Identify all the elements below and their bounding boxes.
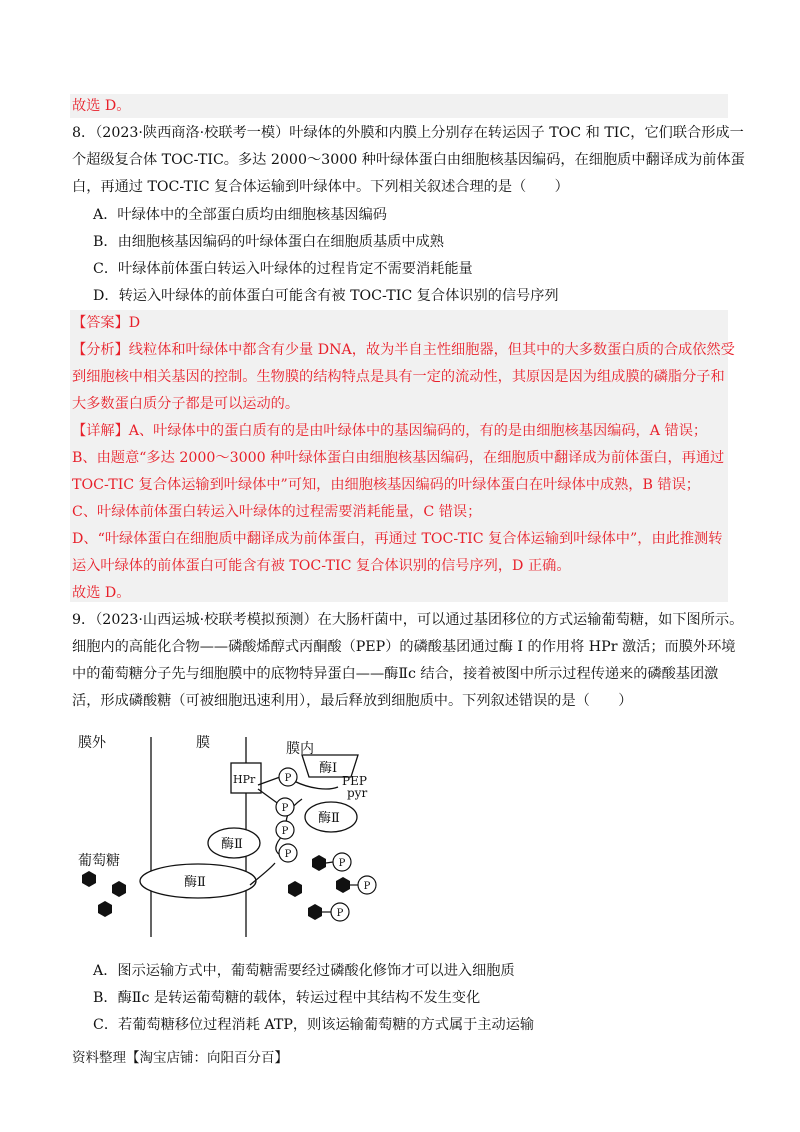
q9-stem-line4: 活，形成磷酸糖（可被细胞迅速利用），最后释放到细胞质中。下列叙述错误的是（ ） [72, 693, 633, 709]
enzyme2a-label: 酶Ⅱ [318, 811, 340, 826]
glucose-hexagon [98, 901, 112, 917]
q8-option-b: B．由细胞核基因编码的叶绿体蛋白在细胞质基质中成熟 [93, 234, 444, 250]
hpr-label: HPr [233, 773, 256, 786]
q8-detail-line3: TOC-TIC 复合体运输到叶绿体中”可知，由细胞核基因编码的叶绿体蛋白在叶绿体中成熟，B 错误； [72, 477, 700, 493]
q8-stem-line1: 8．（2023·陕西商洛·校联考一模）叶绿体的外膜和内膜上分别存在转运因子 TOC 和 TIC，它们联合形成一 [72, 125, 744, 141]
q9-option-b: B．酶Ⅱc 是转运葡萄糖的载体，转运过程中其结构不发生变化 [93, 990, 481, 1006]
page-footer: 资料整理【淘宝店铺：向阳百分百】 [72, 1050, 288, 1066]
q8-conclusion: 故选 D。 [72, 585, 131, 601]
phosphate-label: P [284, 849, 292, 860]
q9-stem-line1: 9．（2023·山西运城·校联考模拟预测）在大肠杆菌中，可以通过基团移位的方式运输葡萄糖，如下图所示。 [72, 612, 744, 628]
q8-stem-line3: 白，再通过 TOC-TIC 复合体运输到叶绿体中。下列相关叙述合理的是（ ） [72, 179, 569, 195]
q8-option-d: D．转运入叶绿体的前体蛋白可能含有被 TOC-TIC 复合体识别的信号序列 [93, 288, 559, 304]
q8-detail-line4: C、叶绿体前体蛋白转运入叶绿体的过程需要消耗能量，C 错误； [72, 504, 482, 520]
label-membrane: 膜 [196, 735, 210, 751]
q8-analysis-line2: 到细胞核中相关基因的控制。生物膜的结构特点是具有一定的流动性，其原因是因为组成膜的磷脂分子和 [72, 369, 725, 385]
q8-detail-line6: 运入叶绿体的前体蛋白可能含有被 TOC-TIC 复合体识别的信号序列，D 正确。 [72, 558, 571, 574]
q8-stem-line2: 个超级复合体 TOC-TIC。多达 2000～3000 种叶绿体蛋白由细胞核基因编码，在细胞质中翻译成为前体蛋 [72, 152, 745, 168]
glucose-hexagon [312, 855, 326, 871]
q8-detail-line2: B、由题意“多达 2000～3000 种叶绿体蛋白由细胞核基因编码，在细胞质中翻译成为前体蛋白，再通过 [72, 450, 725, 466]
q8-analysis-line1: 【分析】线粒体和叶绿体中都含有少量 DNA，故为半自主性细胞器，但其中的大多数蛋白质的合成依然受 [72, 342, 735, 358]
arrow-pep-to-pyr [294, 781, 338, 789]
q7-conclusion: 故选 D。 [72, 98, 131, 114]
arrow-to-glucose [250, 863, 275, 885]
phosphate-label: P [281, 826, 289, 837]
q8-option-a: A．叶绿体中的全部蛋白质均由细胞核基因编码 [93, 207, 387, 223]
q9-stem-line2: 细胞内的高能化合物——磷酸烯醇式丙酮酸（PEP）的磷酸基团通过酶 I 的作用将 HPr 激活；而膜外环境 [72, 639, 736, 655]
label-inside: 膜内 [286, 741, 314, 757]
q8-detail-line5: D、“叶绿体蛋白在细胞质中翻译成为前体蛋白，再通过 TOC-TIC 复合体运输到叶绿体中”，由此推测转 [72, 531, 723, 547]
q9-stem-line3: 中的葡萄糖分子先与细胞膜中的底物特异蛋白——酶Ⅱc 结合，接着被图中所示过程传递来的磷酸基团激 [72, 666, 719, 682]
label-glucose: 葡萄糖 [78, 853, 120, 869]
enzyme1-label: 酶Ⅰ [319, 761, 338, 776]
phosphate-label: P [281, 803, 289, 814]
enzyme2c-label: 酶Ⅱ [184, 875, 206, 890]
q9-option-c: C．若葡萄糖移位过程消耗 ATP，则该运输葡萄糖的方式属于主动运输 [93, 1017, 535, 1033]
glucose-hexagon [288, 881, 302, 897]
pep-label: PEP [342, 774, 367, 788]
phosphate-label: P [338, 858, 346, 869]
q8-option-c: C．叶绿体前体蛋白转运入叶绿体的过程肯定不需要消耗能量 [93, 261, 473, 277]
glucose-hexagon [112, 881, 126, 897]
glucose-hexagon [336, 877, 350, 893]
phosphate-label: P [284, 773, 292, 784]
enzyme2b-label: 酶Ⅱ [221, 837, 243, 852]
glucose-hexagon [308, 904, 322, 920]
q8-detail-line1: 【详解】A、叶绿体中的蛋白质有的是由叶绿体中的基因编码的，有的是由细胞核基因编码，A 错误； [72, 423, 708, 439]
glucose-transport-diagram [70, 725, 390, 940]
label-outside: 膜外 [78, 735, 106, 751]
pyr-label: pyr [347, 786, 368, 800]
answer-shade-q7 [70, 94, 728, 118]
phosphate-label: P [336, 908, 344, 919]
q9-option-a: A．图示运输方式中，葡萄糖需要经过磷酸化修饰才可以进入细胞质 [93, 963, 515, 979]
q8-answer: 【答案】D [72, 315, 141, 331]
phosphate-label: P [363, 881, 371, 892]
glucose-hexagon [82, 871, 96, 887]
q8-analysis-line3: 大多数蛋白质分子都是可以运动的。 [72, 396, 300, 412]
